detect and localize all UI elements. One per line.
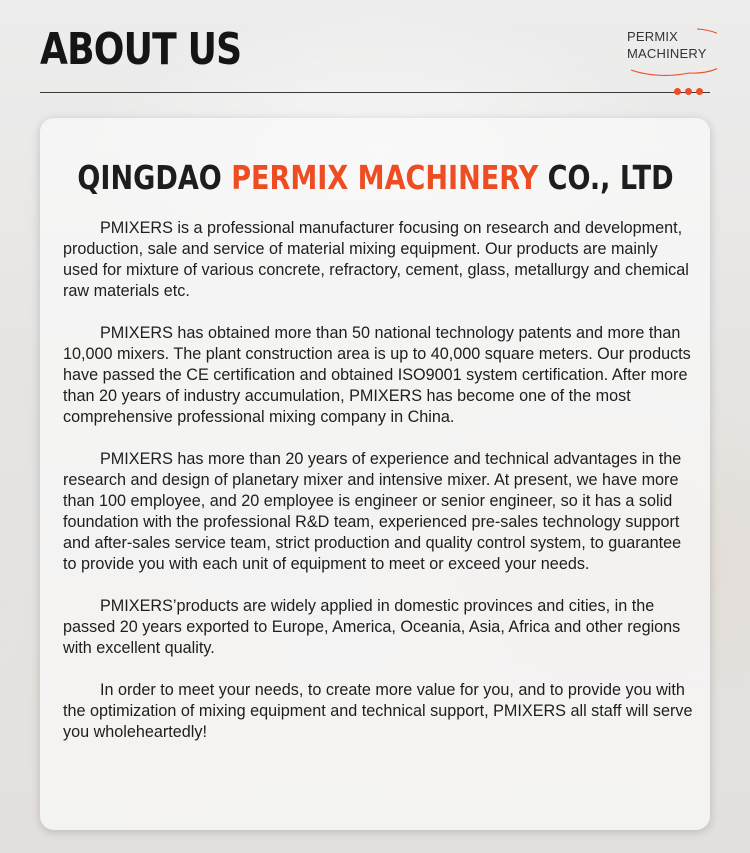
paragraph: PMIXERS is a professional manufacturer focusing on research and development, production, sale and service of material mixing equipment. Our products are mainly used for mixture of various concrete, refractory, cement, glass, metallurgy and chemical raw materials etc. <box>63 219 689 300</box>
dot-icon <box>696 88 703 95</box>
brand-name-line2: MACHINERY <box>627 46 707 61</box>
company-title <box>0 158 750 198</box>
dot-icon <box>685 88 692 95</box>
paragraph: PMIXERS has more than 20 years of experience and technical advantages in the research and design of planetary mixer and intensive mixer. At present, we have more than 100 employee, and 20 employee is engineer or senior engineer, so it has a solid foundation with the professional R&D team, experienced pre-sales technology support and after-sales service team, strict production and quality control system, to guarantee to provide you with each unit of equipment to meet or exceed your needs. <box>63 450 682 573</box>
company-title-prefix: QINGDAO <box>76 158 222 197</box>
dot-icon <box>674 88 681 95</box>
header-divider <box>40 92 710 93</box>
paragraph: In order to meet your needs, to create more value for you, and to provide you with the optimization of mixing equipment and technical support, PMIXERS all staff will serve you wholeheartedly! <box>63 681 693 741</box>
about-text <box>63 218 695 764</box>
company-title-suffix: CO., LTD <box>547 158 674 197</box>
brand-logo <box>627 28 707 62</box>
company-title-highlight: PERMIX MACHINERY <box>230 158 538 197</box>
paragraph: PMIXERS’products are widely applied in domestic provinces and cities, in the passed 20 years exported to Europe, America, Oceania, Asia, Africa and other regions with excellent quality. <box>63 597 681 657</box>
brand-name-line1: PERMIX <box>627 29 679 44</box>
decorative-dots <box>674 88 703 95</box>
paragraph: PMIXERS has obtained more than 50 national technology patents and more than 10,000 mixers. The plant construction area is up to 40,000 square meters. Our products have passed the CE certification and obtained ISO9001 system certification. After more than 20 years of industry accumulation, PMIXERS has become one of the most comprehensive professional mixing company in China. <box>63 324 691 426</box>
page-title: ABOUT US <box>40 24 242 75</box>
